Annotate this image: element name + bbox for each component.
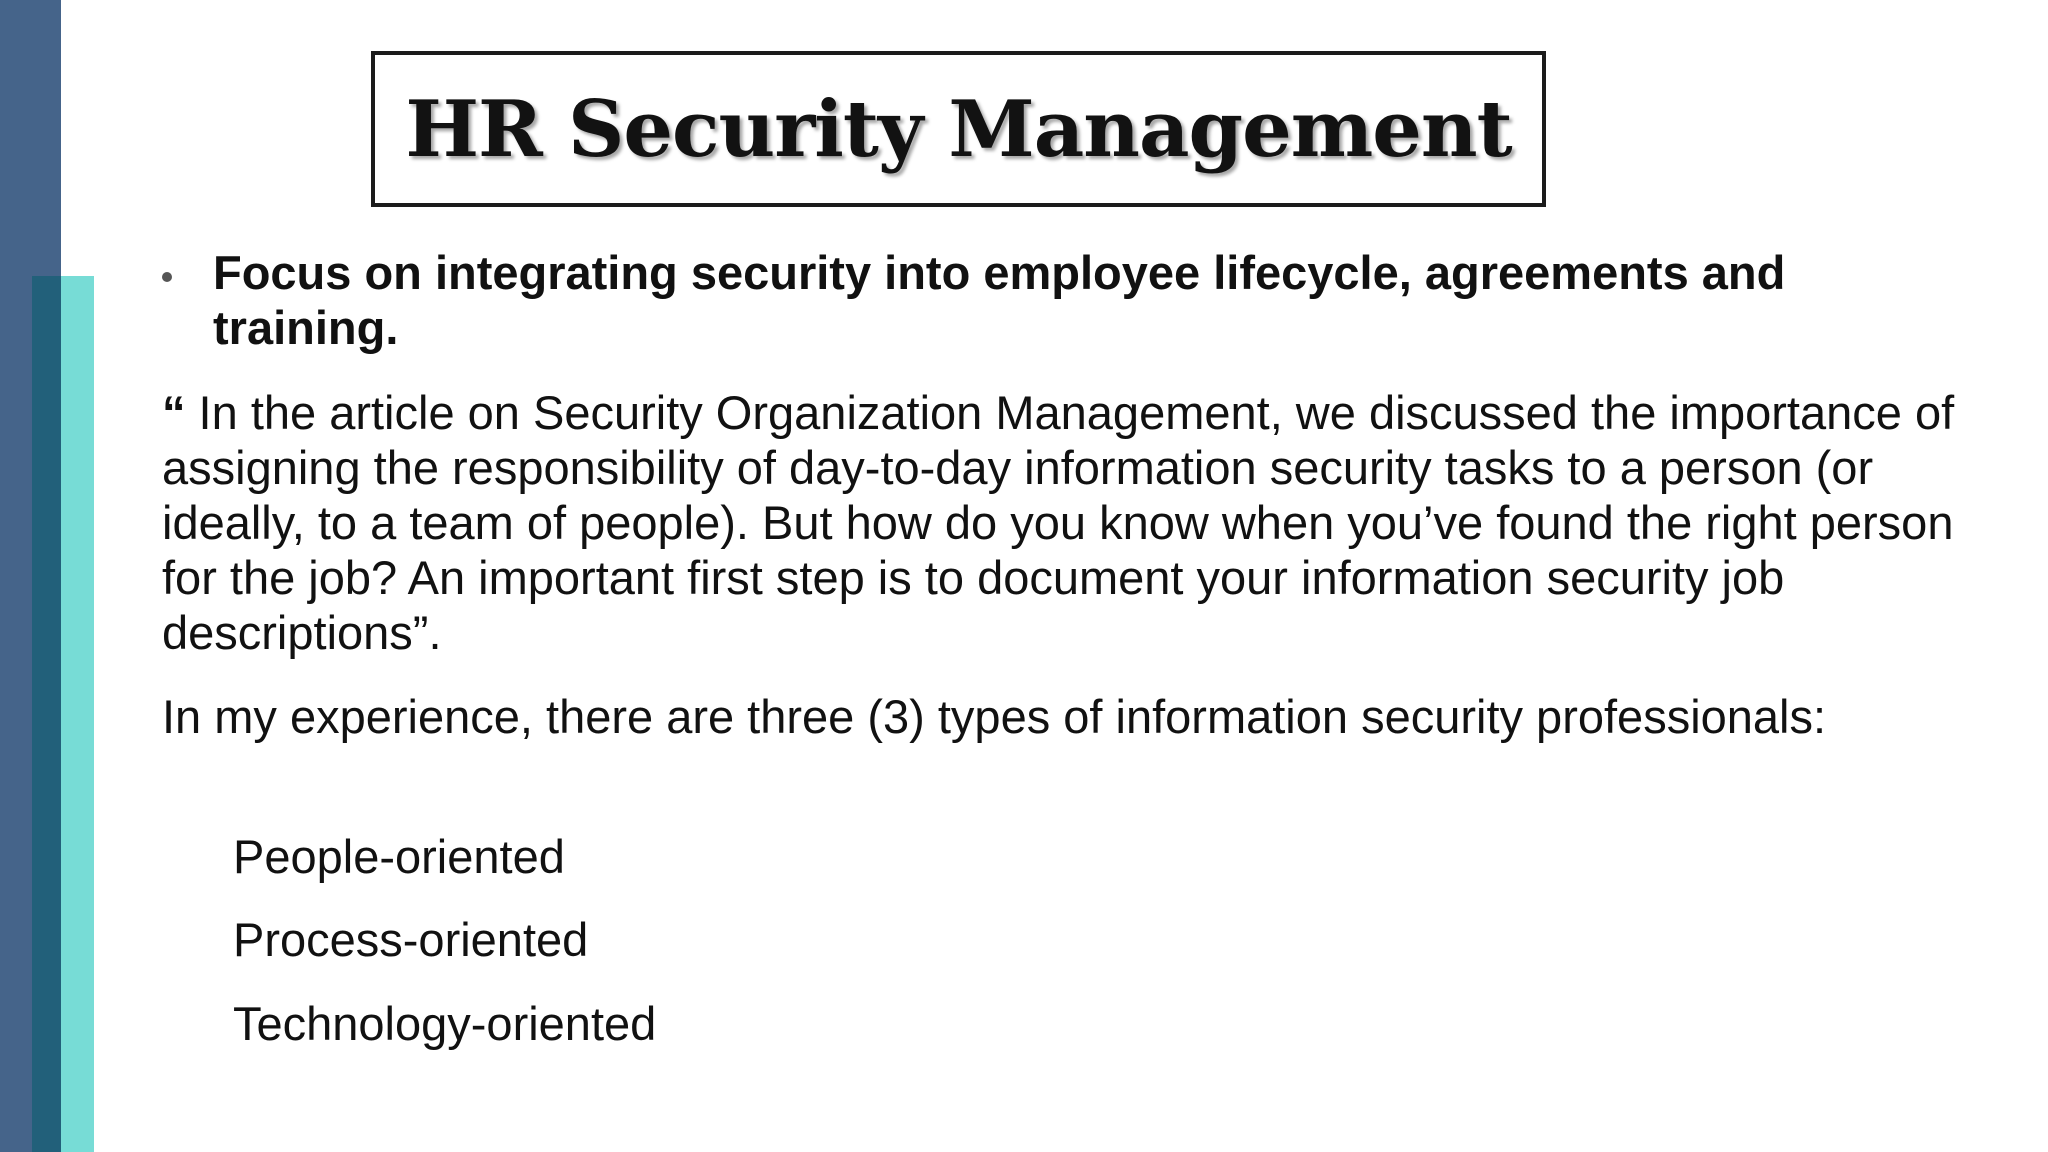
bullet-dot-icon bbox=[162, 272, 172, 282]
slide-title: HR Security Management bbox=[405, 83, 1512, 175]
quote-mark: “ bbox=[162, 386, 186, 439]
type-item-process: Process-oriented bbox=[233, 913, 589, 966]
type-item-technology: Technology-oriented bbox=[233, 997, 657, 1050]
type-item-people: People-oriented bbox=[233, 830, 565, 883]
quote-paragraph bbox=[162, 385, 1982, 660]
title-box bbox=[371, 51, 1546, 207]
quote-text: In the article on Security Organization Management, we discussed the importance of assigning the responsibility of day-to-day information security tasks to a person (or ideally, to a team of people). But how do you know when you’ve found the right person for the job? An important first step is to document your information security job descriptions”. bbox=[162, 386, 1955, 659]
left-overlap-bar bbox=[32, 276, 61, 1152]
intro-paragraph: In my experience, there are three (3) types of information security professionals: bbox=[162, 690, 1827, 743]
focus-bullet: Focus on integrating security into employee lifecycle, agreements and training. bbox=[213, 246, 1786, 354]
